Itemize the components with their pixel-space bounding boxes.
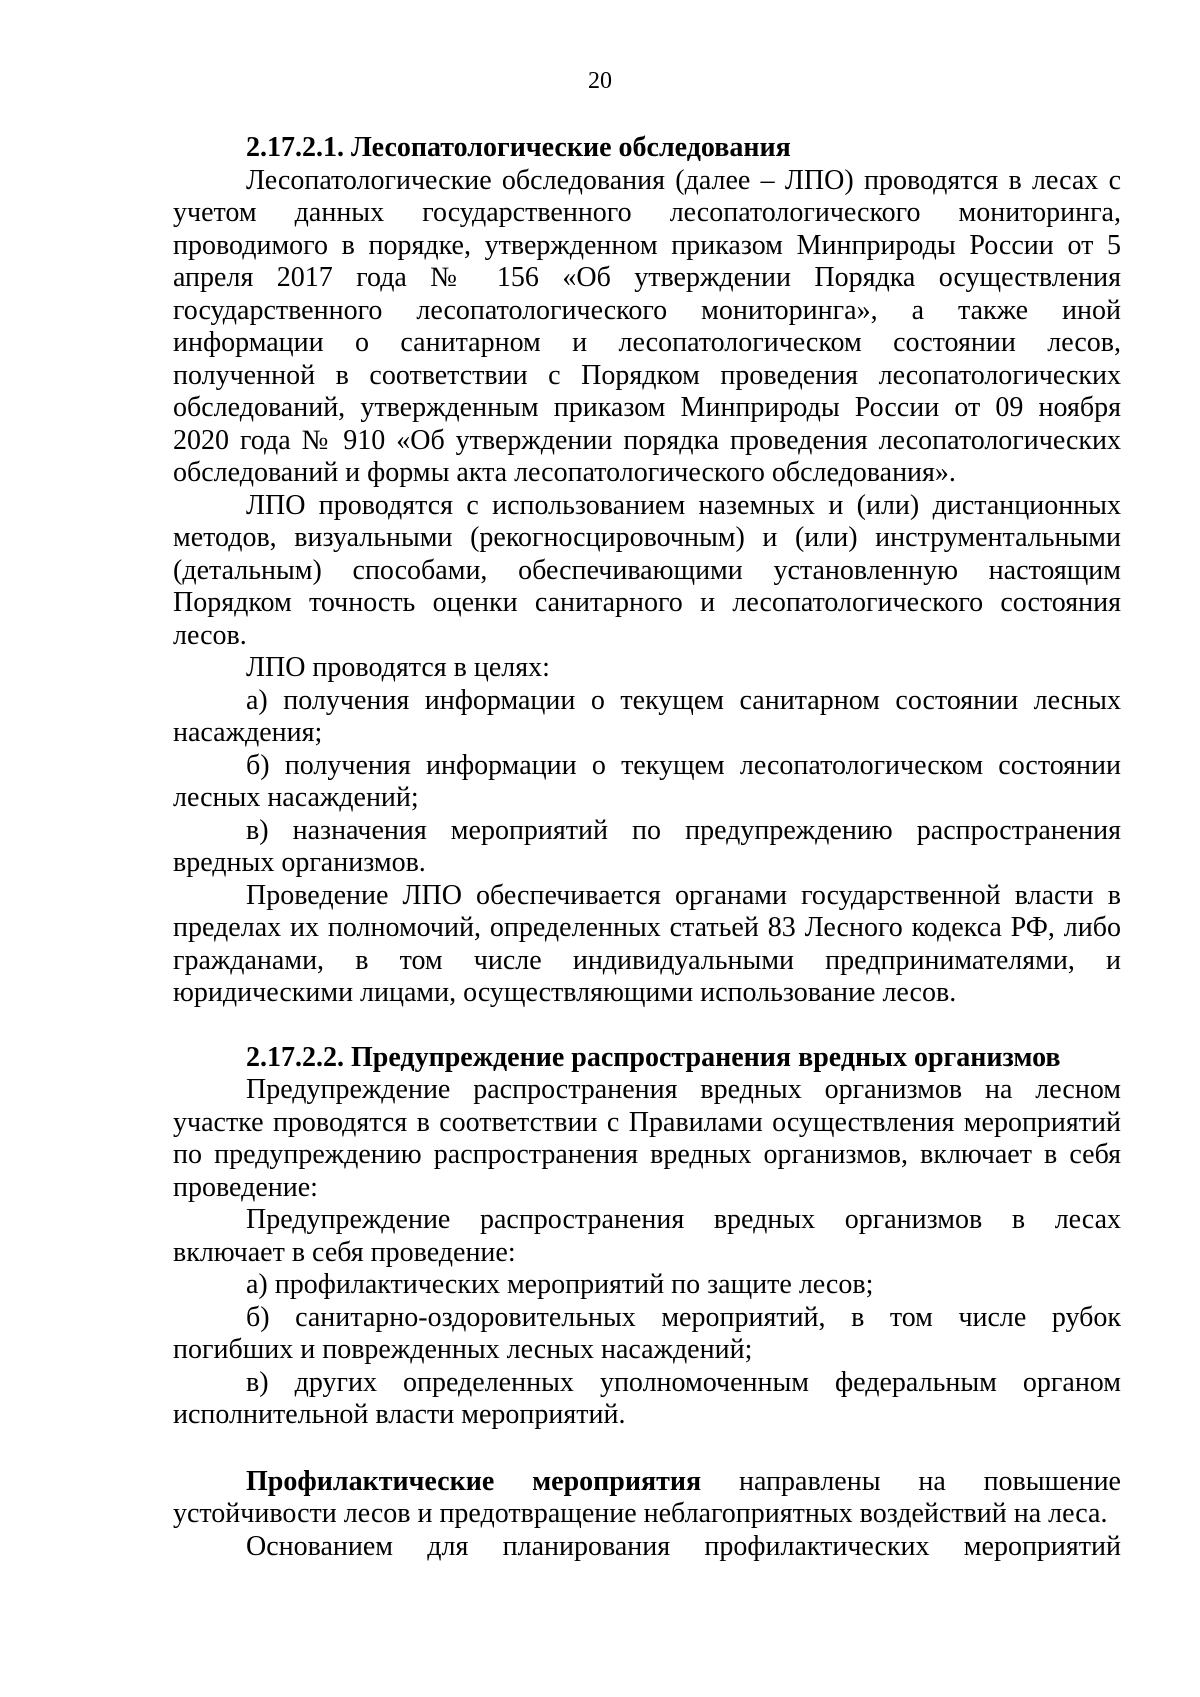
- paragraph-lpo-methods: ЛПО проводятся с использованием наземных и (или) дистанционных методов, визуальными (рекогносцировочным) и (или) инструментальными (детальным) способами, обеспечивающими установленную настоящим Порядком точность оценки санитарного и лесопатологического состояния лесов.: [173, 489, 1121, 651]
- paragraph-lpo-goals: ЛПО проводятся в целях:: [246, 652, 550, 683]
- paragraph-preventive-measures: [173, 1466, 1121, 1531]
- list-item-goal-b: б) получения информации о текущем лесопатологическом состоянии лесных насаждений;: [173, 749, 1121, 813]
- list-item-measure-a: а) профилактических мероприятий по защите лесов;: [246, 1269, 874, 1300]
- document-body: [173, 132, 1121, 1563]
- list-item-goal-v: в) назначения мероприятий по предупреждению распространения вредных организмов.: [173, 814, 1121, 878]
- list-item-goal-a: а) получения информации о текущем санитарном состоянии лесных насаждения;: [173, 684, 1121, 748]
- list-item-measure-b: б) санитарно-оздоровительных мероприятий, в том числе рубок погибших и поврежденных лесных насаждений;: [173, 1301, 1121, 1365]
- list-item-measure-v: в) других определенных уполномоченным федеральным органом исполнительной власти мероприятий.: [173, 1366, 1121, 1430]
- paragraph-prevention-rules: Предупреждение распространения вредных организмов на лесном участке проводятся в соответствии с Правилами осуществления мероприятий по предупреждению распространения вредных организмов, включает в себя проведение:: [173, 1074, 1121, 1203]
- bold-term-preventive-measures: Профилактические мероприятия: [246, 1465, 702, 1497]
- paragraph-lpo-responsibility: Проведение ЛПО обеспечивается органами государственной власти в пределах их полномочий, определенных статьей 83 Лесного кодекса РФ, либо гражданами, в том числе индивидуальными предпринимателями, и юридическими лицами, осуществляющими использование лесов.: [173, 879, 1121, 1008]
- section-heading-lpo: 2.17.2.1. Лесопатологические обследования: [246, 132, 791, 163]
- page-number: 20: [588, 68, 612, 94]
- paragraph-preventive-measures-text: направлены на повышение устойчивости лесов и предотвращение неблагоприятных воздействий на леса.: [173, 1465, 1121, 1529]
- paragraph-lpo-definition: Лесопатологические обследования (далее – ЛПО) проводятся в лесах с учетом данных государственного лесопатологического мониторинга, проводимого в порядке, утвержденном приказом Минприроды России от 5 апреля 2017 года № 156 «Об утверждении Порядка осуществления государственного лесопатологического мониторинга», а также иной информации о санитарном и лесопатологическом состоянии лесов, полученной в соответствии с Порядком проведения лесопатологических обследований, утвержденным приказом Минприроды России от 09 ноября 2020 года № 910 «Об утверждении порядка проведения лесопатологических обследований и формы акта лесопатологического обследования».: [173, 164, 1121, 488]
- paragraph-planning-basis: Основанием для планирования профилактических мероприятий: [246, 1530, 1121, 1562]
- paragraph-prevention-includes: Предупреждение распространения вредных организмов в лесах включает в себя проведение:: [173, 1204, 1121, 1268]
- section-heading-prevention: 2.17.2.2. Предупреждение распространения вредных организмов: [246, 1041, 1061, 1073]
